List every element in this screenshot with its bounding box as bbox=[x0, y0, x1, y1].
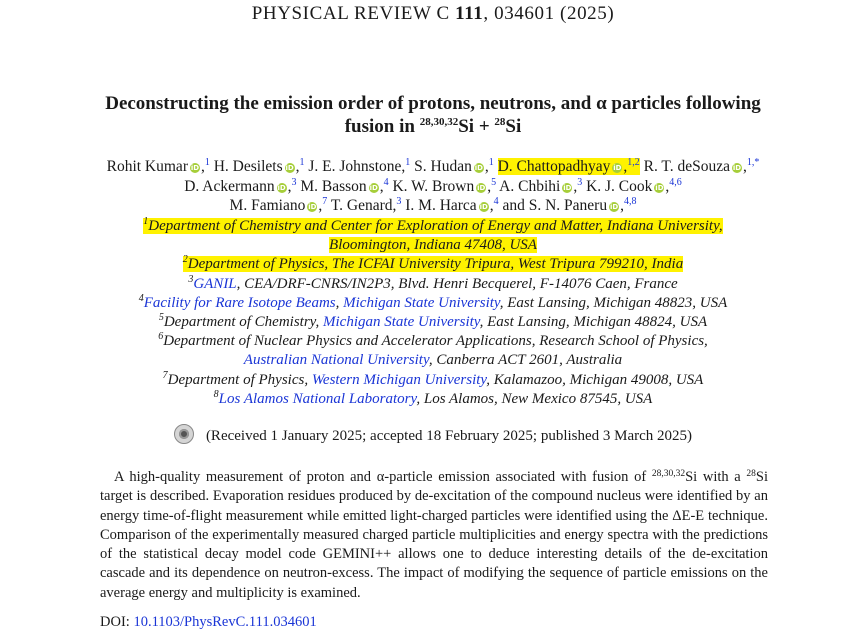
affiliation-ref[interactable]: 3 bbox=[577, 176, 583, 188]
affiliation-text: , East Lansing, Michigan 48824, USA bbox=[479, 314, 708, 331]
title-isotope-1: 28,30,32 bbox=[419, 116, 459, 128]
orcid-icon[interactable]: iD bbox=[732, 164, 742, 172]
author: K. W. Brown iD ,$^5$ bbox=[392, 176, 497, 195]
affiliation-text: , Kalamazoo, Michigan 49008, USA bbox=[486, 371, 704, 388]
affiliation-8 bbox=[60, 390, 806, 409]
orcid-icon[interactable]: iD bbox=[479, 203, 488, 211]
author-name: Rohit Kumar bbox=[106, 158, 188, 175]
received-dates bbox=[0, 424, 866, 446]
title-isotope-2: 28 bbox=[494, 116, 506, 128]
affiliation-2 bbox=[60, 255, 806, 274]
author bbox=[308, 158, 410, 175]
received-text: (Received 1 January 2025; accepted 18 February 2025; published 3 March 2025) bbox=[205, 428, 693, 444]
affiliation-line: Bloomington, Indiana 47408, USA bbox=[329, 237, 537, 254]
author: M. Famiano iD ,$^7$ bbox=[229, 196, 328, 214]
orcid-icon[interactable]: iD bbox=[609, 203, 619, 211]
author: H. Desilets iD ,$^1$ bbox=[213, 157, 305, 175]
author: A. Chbihi iD ,$^3$ bbox=[499, 176, 583, 195]
affiliation-ref[interactable]: 1 bbox=[488, 157, 494, 168]
affiliation-ref[interactable]: 1 bbox=[299, 157, 305, 168]
affiliation-ref[interactable]: 4,6 bbox=[669, 176, 682, 188]
author: D. Chattopadhyay iD ,$^{1,2}$ bbox=[497, 157, 640, 175]
author-name: T. Genard, bbox=[330, 197, 397, 214]
author: and S. N. Paneru iD ,$^{4,8}$ bbox=[502, 196, 637, 214]
journal-header bbox=[0, 2, 866, 26]
affiliation-line: Department of Physics, The ICFAI University Tripura, West Tripura 799210, India bbox=[187, 256, 684, 273]
author-name: and S. N. Paneru bbox=[502, 197, 608, 214]
affiliation-ref[interactable]: 5 bbox=[491, 176, 497, 188]
institution-link[interactable]: Michigan State University bbox=[343, 294, 500, 311]
author: R. T. deSouza iD ,$^{1,*}$ bbox=[643, 157, 760, 175]
affiliation-7 bbox=[60, 371, 806, 390]
orcid-icon[interactable]: iD bbox=[563, 183, 572, 192]
title-prefix: fusion in bbox=[344, 116, 420, 137]
affiliation-3 bbox=[60, 275, 806, 294]
author-name: M. Famiano bbox=[229, 197, 306, 214]
orcid-icon[interactable]: iD bbox=[613, 164, 622, 172]
affiliation-ref[interactable]: 4 bbox=[383, 176, 389, 188]
abstract-part-1: A high-quality measurement of proton and α-particle emission associated with fusion of bbox=[114, 469, 652, 485]
author-name: J. E. Johnstone, bbox=[308, 158, 406, 175]
affiliation-ref[interactable]: 1,* bbox=[746, 157, 760, 168]
affiliation-4 bbox=[60, 294, 806, 313]
author-name: H. Desilets bbox=[213, 158, 283, 175]
affiliation-number: 6 bbox=[158, 331, 164, 343]
affiliation-number: 8 bbox=[213, 388, 219, 400]
author-name: M. Basson bbox=[300, 177, 367, 195]
author: I. M. Harca iD ,$^4$ bbox=[405, 196, 499, 214]
institution-link[interactable]: GANIL bbox=[193, 275, 237, 292]
title-line-1: Deconstructing the emission order of protons, neutrons, and α particles following bbox=[105, 93, 761, 114]
journal-article: , 034601 (2025) bbox=[483, 3, 615, 24]
author-name: D. Chattopadhyay bbox=[497, 158, 611, 175]
affiliation-number: 2 bbox=[182, 254, 188, 266]
author-name: I. M. Harca bbox=[405, 197, 477, 214]
journal-name: PHYSICAL REVIEW C bbox=[251, 3, 450, 24]
affiliation-ref[interactable]: 1 bbox=[405, 157, 411, 168]
author-name: D. Ackermann bbox=[184, 177, 275, 195]
doi-link[interactable]: 10.1103/PhysRevC.111.034601 bbox=[133, 614, 317, 630]
abstract bbox=[100, 468, 768, 603]
affiliation-5 bbox=[60, 313, 806, 332]
affiliation-list bbox=[60, 217, 806, 409]
author: S. Hudan iD ,$^1$ bbox=[414, 157, 494, 175]
orcid-icon[interactable]: iD bbox=[474, 164, 483, 172]
author-name: A. Chbihi bbox=[499, 177, 561, 195]
institution-link[interactable]: Western Michigan University bbox=[311, 371, 487, 388]
title-element-1: Si + bbox=[458, 116, 495, 137]
title-line-2 bbox=[60, 115, 806, 138]
abstract-isotope-1: 28,30,32 bbox=[651, 469, 686, 479]
affiliation-6 bbox=[60, 332, 806, 370]
affiliation-text: Department of Chemistry, bbox=[163, 314, 323, 331]
affiliation-text: Department of Nuclear Physics and Accelerator Applications, Research School of Physics, bbox=[163, 333, 708, 350]
affiliation-text: Department of Physics, bbox=[167, 371, 312, 388]
paper-title bbox=[60, 92, 806, 138]
title-element-2: Si bbox=[505, 116, 522, 137]
affiliation-ref[interactable]: 1,2 bbox=[627, 157, 640, 168]
author-list bbox=[40, 157, 826, 216]
orcid-icon[interactable]: iD bbox=[285, 164, 294, 172]
affiliation-text: , CEA/DRF-CNRS/IN2P3, Blvd. Henri Becquerel, F-14076 Caen, France bbox=[236, 275, 678, 292]
affiliation-ref[interactable]: 1 bbox=[204, 157, 210, 168]
author-name: S. Hudan bbox=[414, 158, 472, 175]
affiliation-number: 4 bbox=[138, 292, 144, 304]
affiliation-ref[interactable]: 3 bbox=[396, 196, 402, 207]
abstract-part-3: Si target is described. Evaporation residues produced by de-excitation of the compound nucleus were identified by an energy time-of-flight measurement while emitted light-charged particles were identified using the ΔE-E technique. Comparison of the experimentally measured charged particle multiplicities and energy spectra with the predictions of the statistical decay model code GEMINI++ allows one to deduce interesting details of the de-excitation cascade and its dependence on neutron-excess. The impact of modifying the sequence of particle emissions on the average energy and multiplicity is examined. bbox=[100, 469, 769, 601]
affiliation-ref[interactable]: 4 bbox=[493, 196, 499, 207]
affiliation-1 bbox=[60, 217, 806, 255]
affiliation-text: , East Lansing, Michigan 48823, USA bbox=[499, 294, 728, 311]
author: K. J. Cook iD ,$^{4,6}$ bbox=[586, 176, 682, 195]
affiliation-text: , Canberra ACT 2601, Australia bbox=[428, 352, 623, 369]
institution-link[interactable]: Michigan State University bbox=[323, 314, 480, 331]
doi bbox=[100, 613, 317, 632]
orcid-icon[interactable]: iD bbox=[190, 164, 200, 172]
orcid-icon[interactable]: iD bbox=[369, 183, 378, 192]
orcid-icon[interactable]: iD bbox=[277, 183, 286, 192]
abstract-part-2: Si with a bbox=[685, 469, 747, 485]
affiliation-ref[interactable]: 4,8 bbox=[623, 196, 637, 207]
orcid-icon[interactable]: iD bbox=[655, 183, 664, 192]
journal-volume: 111 bbox=[455, 3, 484, 24]
affiliation-text: , bbox=[335, 294, 344, 311]
institution-link[interactable]: Facility for Rare Isotope Beams bbox=[143, 294, 336, 311]
check-for-updates-icon[interactable] bbox=[174, 424, 194, 444]
doi-label: DOI: bbox=[100, 614, 134, 630]
orcid-icon[interactable]: iD bbox=[477, 183, 486, 192]
affiliation-number: 3 bbox=[188, 273, 194, 285]
author-name: K. W. Brown bbox=[392, 177, 475, 195]
affiliation-number: 7 bbox=[162, 369, 168, 381]
orcid-icon[interactable]: iD bbox=[308, 203, 317, 211]
institution-link[interactable]: Los Alamos National Laboratory bbox=[218, 390, 417, 407]
author: Rohit Kumar iD ,$^1$ bbox=[106, 157, 210, 175]
author-name: K. J. Cook bbox=[586, 177, 653, 195]
author: D. Ackermann iD ,$^3$ bbox=[184, 176, 297, 195]
affiliation-line: Department of Chemistry and Center for Exploration of Energy and Matter, Indiana University, bbox=[148, 218, 723, 234]
affiliation-ref[interactable]: 3 bbox=[291, 176, 297, 188]
affiliation-text: , Los Alamos, New Mexico 87545, USA bbox=[416, 390, 653, 407]
author: M. Basson iD ,$^4$ bbox=[300, 176, 389, 195]
affiliation-number: 1 bbox=[143, 216, 149, 227]
author bbox=[331, 197, 402, 214]
abstract-isotope-2: 28 bbox=[746, 469, 756, 479]
affiliation-number: 5 bbox=[158, 312, 164, 324]
affiliation-ref[interactable]: 7 bbox=[322, 196, 328, 207]
institution-link[interactable]: Australian National University bbox=[243, 352, 429, 369]
author-name: R. T. deSouza bbox=[643, 158, 731, 175]
